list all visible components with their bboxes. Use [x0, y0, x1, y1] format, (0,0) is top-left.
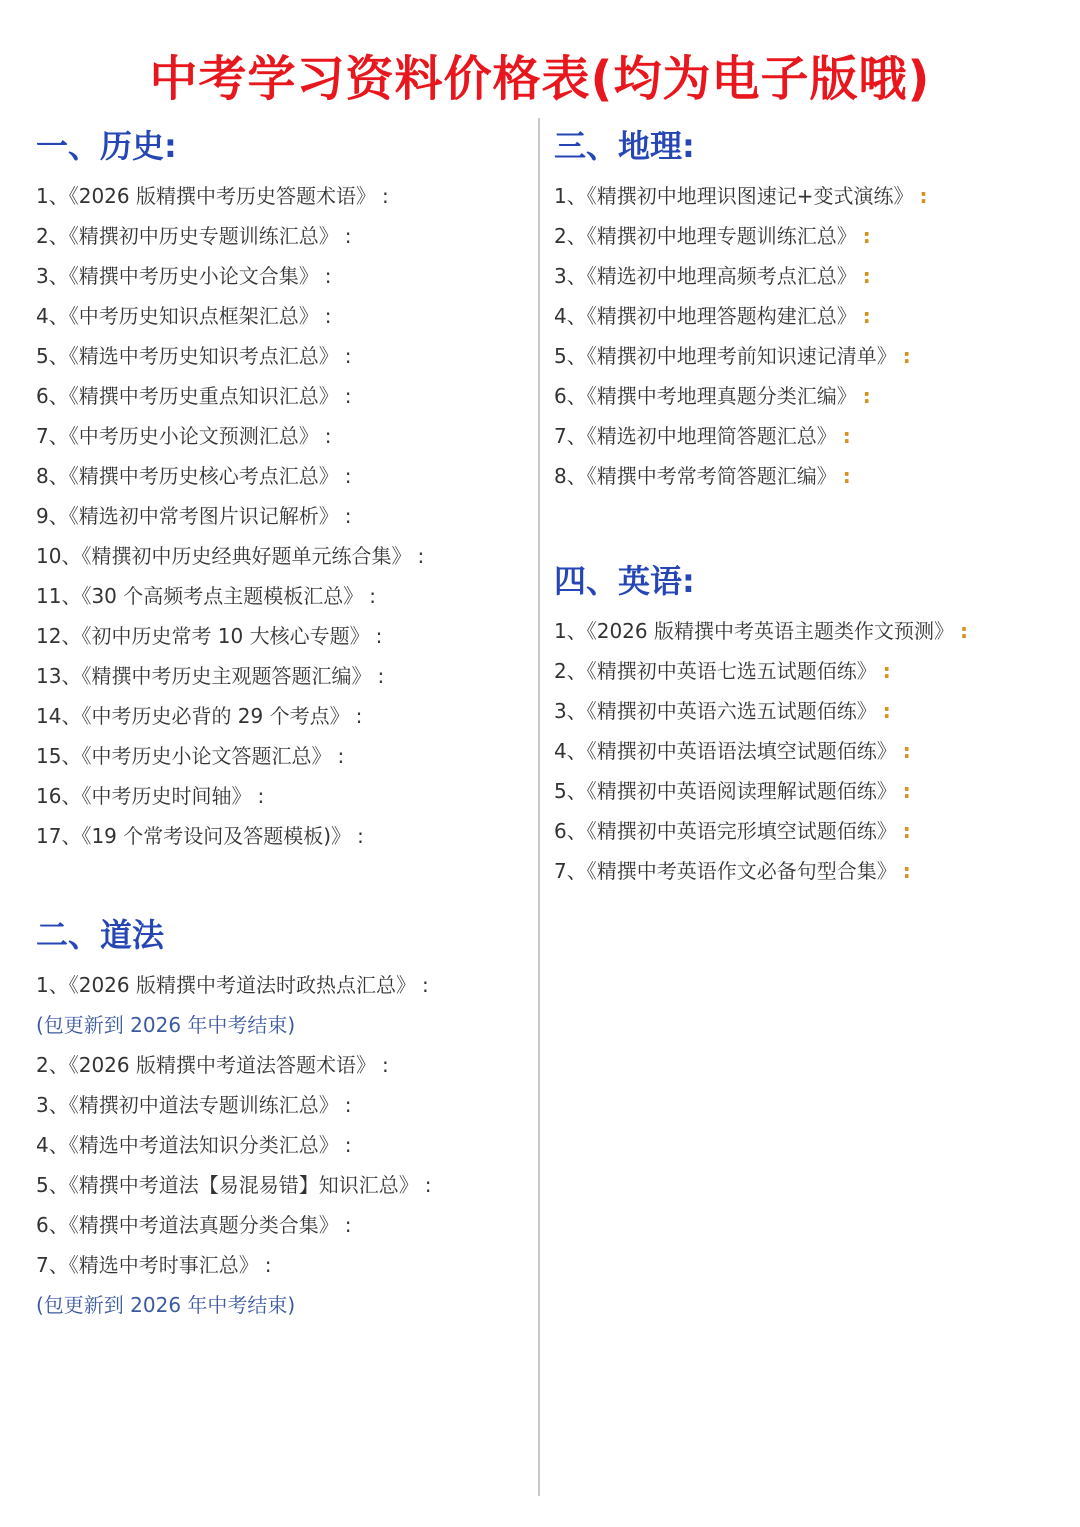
list-item: 14、《中考历史必背的 29 个考点》 : [36, 704, 363, 728]
page-title: 中考学习资料价格表(均为电子版哦) [149, 51, 931, 107]
list-item: 5、《精选中考历史知识考点汇总》 : [36, 344, 352, 368]
list-item: 9、《精选初中常考图片识记解析》 : [36, 504, 352, 528]
list-item: 7、《精选中考时事汇总》 : [36, 1253, 272, 1277]
list-item: 6、《精撰中考地理真题分类汇编》 : [554, 384, 871, 408]
list-item: 7、《精撰中考英语作文必备句型合集》 : [554, 859, 911, 883]
section-heading-daofa: 二、道法 [36, 916, 165, 954]
list-item: 6、《精撰中考历史重点知识汇总》 : [36, 384, 352, 408]
list-item: 7、《精选初中地理简答题汇总》 : [554, 424, 851, 448]
list-item: 1、《精撰初中地理识图速记+变式演练》 : [554, 184, 928, 208]
list-item: 5、《精撰初中英语阅读理解试题佰练》 : [554, 779, 911, 803]
history-list [36, 176, 424, 856]
list-item: 1、《2026 版精撰中考历史答题术语》 : [36, 184, 389, 208]
list-item: 1、《2026 版精撰中考英语主题类作文预测》 : [554, 619, 968, 643]
list-item: 4、《精撰初中英语语法填空试题佰练》 : [554, 739, 911, 763]
list-item: 16、《中考历史时间轴》 : [36, 784, 265, 808]
geography-list [554, 176, 927, 496]
list-item: 3、《精撰中考历史小论文合集》 : [36, 264, 332, 288]
section-english [554, 561, 968, 891]
list-item: 3、《精撰初中道法专题训练汇总》 : [36, 1093, 352, 1117]
section-heading-geography: 三、地理: [554, 127, 695, 165]
list-item: 8、《精撰中考历史核心考点汇总》 : [36, 464, 352, 488]
list-item: 4、《精选中考道法知识分类汇总》 : [36, 1133, 352, 1157]
list-item: 1、《2026 版精撰中考道法时政热点汇总》 : [36, 973, 429, 997]
update-note: (包更新到 2026 年中考结束) [36, 1293, 296, 1317]
section-geography [554, 126, 927, 496]
list-item: 6、《精撰初中英语完形填空试题佰练》 : [554, 819, 911, 843]
update-note: (包更新到 2026 年中考结束) [36, 1013, 296, 1037]
list-item: 4、《精撰初中地理答题构建汇总》 : [554, 304, 871, 328]
list-item: 12、《初中历史常考 10 大核心专题》 : [36, 624, 383, 648]
list-item: 8、《精撰中考常考简答题汇编》 : [554, 464, 851, 488]
list-item: 10、《精撰初中历史经典好题单元练合集》 : [36, 544, 425, 568]
list-item: 7、《中考历史小论文预测汇总》 : [36, 424, 332, 448]
list-item: 4、《中考历史知识点框架汇总》 : [36, 304, 332, 328]
section-history [36, 126, 424, 856]
section-heading-history: 一、历史: [36, 127, 177, 165]
list-item: 3、《精选初中地理高频考点汇总》 : [554, 264, 871, 288]
daofa-list [36, 965, 431, 1325]
list-item: 17、《19 个常考设问及答题模板)》 : [36, 824, 364, 848]
list-item: 5、《精撰中考道法【易混易错】知识汇总》 : [36, 1173, 432, 1197]
list-item: 2、《2026 版精撰中考道法答题术语》 : [36, 1053, 389, 1077]
list-item: 6、《精撰中考道法真题分类合集》 : [36, 1213, 352, 1237]
list-item: 2、《精撰初中历史专题训练汇总》 : [36, 224, 352, 248]
list-item: 13、《精撰中考历史主观题答题汇编》 : [36, 664, 385, 688]
list-item: 2、《精撰初中英语七选五试题佰练》 : [554, 659, 891, 683]
list-item: 5、《精撰初中地理考前知识速记清单》 : [554, 344, 911, 368]
column-divider [538, 118, 540, 1496]
section-daofa [36, 915, 431, 1325]
section-heading-english: 四、英语: [554, 562, 695, 600]
list-item: 2、《精撰初中地理专题训练汇总》 : [554, 224, 871, 248]
list-item: 3、《精撰初中英语六选五试题佰练》 : [554, 699, 891, 723]
list-item: 15、《中考历史小论文答题汇总》 : [36, 744, 345, 768]
english-list [554, 611, 968, 891]
list-item: 11、《30 个高频考点主题模板汇总》 : [36, 584, 377, 608]
